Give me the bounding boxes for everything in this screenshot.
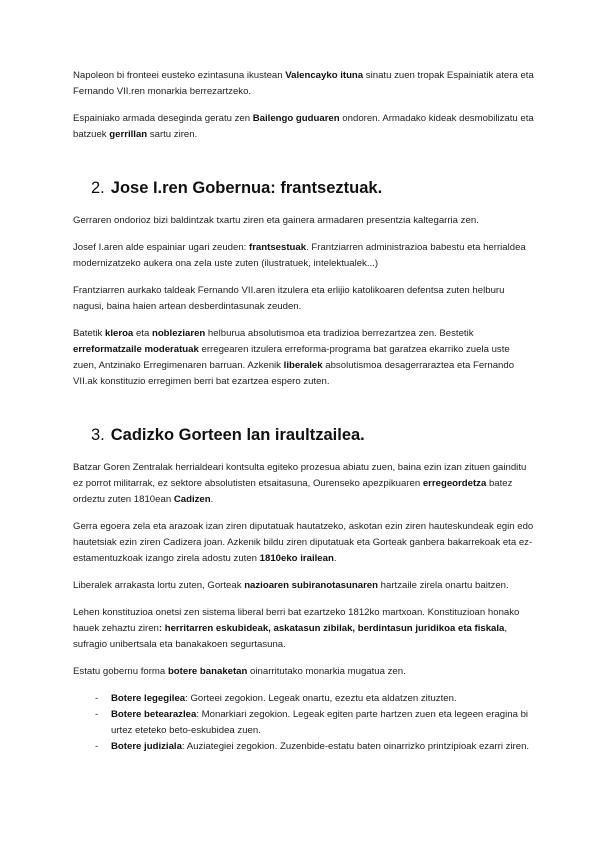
bold-term: kleroa bbox=[105, 328, 134, 339]
paragraph bbox=[73, 605, 535, 653]
bold-term: frantsestuak bbox=[249, 242, 307, 253]
bold-term: Botere judiziala bbox=[111, 741, 182, 752]
list-marker: - bbox=[95, 709, 99, 720]
paragraph bbox=[73, 68, 535, 100]
paragraph bbox=[73, 519, 535, 567]
list-item bbox=[95, 691, 535, 707]
section-2-body bbox=[73, 213, 535, 390]
text-run: helburua absolutismoa eta tradizioa berrezartzea zen. Bestetik bbox=[205, 328, 474, 339]
bold-term: : herritarren eskubideak, askatasun zibilak, berdintasun juridikoa eta fiskala bbox=[158, 623, 505, 634]
list-item-text bbox=[111, 709, 528, 736]
paragraph bbox=[73, 111, 535, 143]
bold-term: Valencayko ituna bbox=[285, 70, 364, 81]
text-run: batez ordeztu zuten 1810ean bbox=[73, 478, 513, 505]
text-run: absolutismoa desagerraraztea eta Fernando VII.ak konstituzio erregimen berri bat ezartzea espero zuten. bbox=[73, 360, 515, 387]
text-run: . Frantziarren administrazioa babestu eta herrialdea modernizatzeko aukera ona zela uste zuten (ilustratuek, intelektualek...) bbox=[73, 242, 526, 269]
bold-term: erreformatzaile moderatuak bbox=[73, 344, 199, 355]
text-run: : Auziategiei zegokion. Zuzenbide-estatu baten oinarrizko printzipioak ezarri ziren. bbox=[181, 741, 530, 752]
bold-term: Botere legegilea bbox=[111, 693, 186, 704]
text-run: Napoleon bi fronteei eusteko ezintasuna ikustean bbox=[73, 70, 286, 81]
text-run: oinarritutako monarkia mugatua zen. bbox=[247, 666, 406, 677]
bold-term: botere banaketan bbox=[167, 666, 248, 677]
list-marker: - bbox=[95, 741, 99, 752]
powers-list bbox=[73, 691, 535, 755]
section-heading-3 bbox=[91, 424, 535, 446]
document-body bbox=[73, 68, 535, 755]
bold-term: 1810eko irailean bbox=[259, 553, 334, 564]
text-run: Liberalek arrakasta lortu zuten, Gorteak bbox=[73, 580, 245, 591]
bold-term: Cadizen bbox=[173, 494, 211, 505]
text-run: erregearen itzulera erreforma-programa bat garatzea ekarriko zuela uste zuen, Antzinako Erregimenaren barruan. Azkenik bbox=[73, 344, 510, 371]
section-number: 3. bbox=[91, 426, 105, 444]
intro-block bbox=[73, 68, 535, 143]
bold-term: Bailengo guduaren bbox=[252, 113, 340, 124]
list-item-text bbox=[111, 741, 529, 752]
paragraph bbox=[73, 460, 535, 508]
text-run: , sufragio unibertsala eta banakakoen segurtasuna. bbox=[73, 623, 508, 650]
bold-term: Botere betearazlea bbox=[111, 709, 197, 720]
text-run: : Gorteei zegokion. Legeak onartu, ezeztu eta aldatzen zituzten. bbox=[185, 693, 457, 704]
paragraph bbox=[73, 664, 535, 680]
bold-term: liberalek bbox=[283, 360, 323, 371]
text-run: : Monarkiari zegokion. Legeak egiten parte hartzen zuen eta legeen eragina bi urtez eteteko beto-eskubidea zuen. bbox=[111, 709, 529, 736]
text-run: . bbox=[333, 553, 337, 564]
bold-term: erregeordetza bbox=[422, 478, 487, 489]
list-item bbox=[95, 739, 535, 755]
paragraph bbox=[73, 326, 535, 390]
text-run: Espainiako armada deseginda geratu zen bbox=[73, 113, 253, 124]
bold-term: nobleziaren bbox=[151, 328, 206, 339]
section-number: 2. bbox=[91, 179, 105, 197]
text-run: Batetik bbox=[73, 328, 105, 339]
text-run: Gerraren ondorioz bizi baldintzak txartu ziren eta gainera armadaren presentzia kaltegarria zen. bbox=[73, 215, 479, 226]
text-run: ondoren. Armadako kideak desmobilizatu eta batzuek bbox=[73, 113, 534, 140]
bold-term: nazioaren subiranotasunaren bbox=[244, 580, 378, 591]
text-run: Frantziarren aurkako taldeak Fernando VII.aren itzulera eta erlijio katolikoaren defentsa zuten helburu nagusi, baina haien artean desberdintasunak zeuden. bbox=[73, 285, 505, 312]
text-run: sinatu zuen tropak Espainiatik atera eta Fernando VII.ren monarkia berrezartzeko. bbox=[73, 70, 534, 97]
paragraph bbox=[73, 283, 535, 315]
text-run: hartzaile zirela onartu baitzen. bbox=[378, 580, 509, 591]
text-run: eta bbox=[133, 328, 152, 339]
paragraph bbox=[73, 213, 535, 229]
section-title: Jose I.ren Gobernua: frantseztuak. bbox=[110, 179, 383, 197]
section-3-body bbox=[73, 460, 535, 755]
list-marker: - bbox=[95, 693, 99, 704]
text-run: Batzar Goren Zentralak herrialdeari kontsulta egiteko prozesua abiatu zuen, baina ezin izan zituen gainditu ez porrot militarrak, ez sektore absolutisten etsaitasuna, Ourenseko apezpikuaren bbox=[73, 462, 527, 489]
section-heading-2 bbox=[91, 177, 535, 199]
text-run: Lehen konstituzioa onetsi zen sistema liberal berri bat ezartzeko 1812ko martxoan. Konstituzioan honako hauek zehaztu ziren bbox=[73, 607, 520, 634]
list-item-text bbox=[111, 693, 457, 704]
text-run: Josef I.aren alde espainiar ugari zeuden: bbox=[73, 242, 249, 253]
list-item bbox=[95, 707, 535, 739]
section-title: Cadizko Gorteen lan iraultzailea. bbox=[110, 426, 365, 444]
text-run: Gerra egoera zela eta arazoak izan ziren diputatuak hautatzeko, askotan ezin ziren hauteskundeak egin edo hautetsiak ezin ziren Cadizera joan. Azkenik bildu ziren diputatuak eta Gorteak ganbera bakarrekoak eta ez-estamentuzkoak izango zirela adostu zuten bbox=[73, 521, 534, 564]
paragraph bbox=[73, 240, 535, 272]
text-run: . bbox=[210, 494, 214, 505]
bold-term: gerrillan bbox=[109, 129, 148, 140]
text-run: Estatu gobernu forma bbox=[73, 666, 168, 677]
text-run: sartu ziren. bbox=[147, 129, 198, 140]
paragraph bbox=[73, 578, 535, 594]
